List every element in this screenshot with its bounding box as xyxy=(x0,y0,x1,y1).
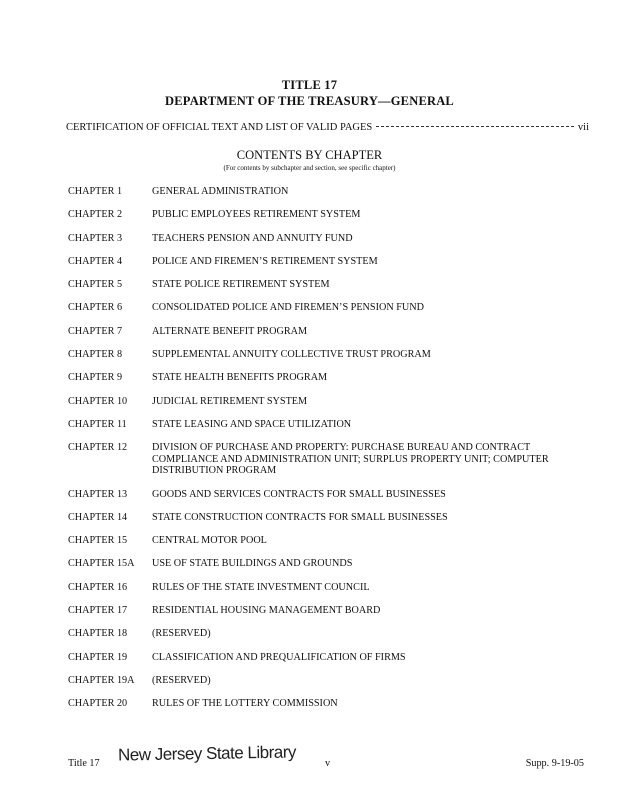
chapter-number: CHAPTER 16 xyxy=(68,581,128,593)
chapter-row xyxy=(68,302,588,314)
chapter-title: CONSOLIDATED POLICE AND FIREMEN’S PENSION FUND xyxy=(152,302,424,314)
chapter-number: CHAPTER 3 xyxy=(68,232,123,244)
chapter-title: GENERAL ADMINISTRATION xyxy=(152,186,289,197)
chapter-number: CHAPTER 20 xyxy=(68,698,128,710)
chapter-title: TEACHERS PENSION AND ANNUITY FUND xyxy=(152,232,353,244)
chapter-row xyxy=(68,512,588,524)
chapter-title: RULES OF THE STATE INVESTMENT COUNCIL xyxy=(152,581,370,593)
chapter-number: CHAPTER 7 xyxy=(68,325,123,337)
chapter-title: ALTERNATE BENEFIT PROGRAM xyxy=(152,325,308,337)
chapter-number: CHAPTER 12 xyxy=(68,442,128,454)
chapter-number: CHAPTER 19A xyxy=(68,674,135,686)
contents-note: (For contents by subchapter and section, see specific chapter) xyxy=(223,164,396,172)
certification-label: CERTIFICATION OF OFFICIAL TEXT AND LIST OF VALID PAGES xyxy=(66,122,373,133)
chapter-title: USE OF STATE BUILDINGS AND GROUNDS xyxy=(152,558,353,570)
chapter-row xyxy=(68,349,588,361)
chapter-row xyxy=(68,652,588,664)
chapter-number: CHAPTER 15A xyxy=(68,558,135,570)
chapter-row xyxy=(68,442,588,477)
chapter-row xyxy=(68,372,588,384)
chapter-number: CHAPTER 19 xyxy=(68,651,128,663)
chapter-row xyxy=(68,675,588,687)
chapter-row xyxy=(68,558,588,570)
chapter-title: PUBLIC EMPLOYEES RETIREMENT SYSTEM xyxy=(152,209,361,221)
certification-line xyxy=(66,122,589,133)
chapter-list xyxy=(68,186,588,722)
dotted-leader xyxy=(376,126,574,127)
chapter-row xyxy=(68,628,588,640)
chapter-number: CHAPTER 18 xyxy=(68,628,128,640)
chapter-row xyxy=(68,186,588,198)
chapter-title: DIVISION OF PURCHASE AND PROPERTY: PURCHASE BUREAU AND CONTRACT COMPLIANCE AND ADMINISTRATION UNIT; SURPLUS PROPERTY UNIT; COMPUTER DISTRIBUTION PROGRAM xyxy=(152,442,549,477)
library-stamp: New Jersey State Library xyxy=(117,742,297,765)
chapter-row xyxy=(68,489,588,501)
page-footer xyxy=(0,742,619,778)
chapter-title: POLICE AND FIREMEN’S RETIREMENT SYSTEM xyxy=(152,255,378,267)
chapter-title: STATE HEALTH BENEFITS PROGRAM xyxy=(152,372,328,384)
chapter-row xyxy=(68,279,588,291)
chapter-number: CHAPTER 8 xyxy=(68,349,123,361)
chapter-number: CHAPTER 10 xyxy=(68,395,128,407)
chapter-title: JUDICIAL RETIREMENT SYSTEM xyxy=(152,395,308,407)
chapter-number: CHAPTER 9 xyxy=(68,372,123,384)
chapter-title: (RESERVED) xyxy=(152,628,211,640)
chapter-title: (RESERVED) xyxy=(152,674,211,686)
chapter-number: CHAPTER 11 xyxy=(68,418,127,430)
chapter-row xyxy=(68,582,588,594)
chapter-number: CHAPTER 2 xyxy=(68,209,123,221)
chapter-row xyxy=(68,605,588,617)
chapter-number: CHAPTER 5 xyxy=(68,279,123,291)
chapter-number: CHAPTER 13 xyxy=(68,488,128,500)
chapter-row xyxy=(68,256,588,268)
chapter-row xyxy=(68,233,588,245)
chapter-title: GOODS AND SERVICES CONTRACTS FOR SMALL BUSINESSES xyxy=(152,488,446,500)
chapter-number: CHAPTER 6 xyxy=(68,302,123,314)
title-number: TITLE 17 xyxy=(281,78,338,92)
page-number: v xyxy=(325,758,331,769)
chapter-title: SUPPLEMENTAL ANNUITY COLLECTIVE TRUST PROGRAM xyxy=(152,349,431,361)
chapter-number: CHAPTER 14 xyxy=(68,511,128,523)
chapter-number: CHAPTER 1 xyxy=(68,186,123,197)
chapter-row xyxy=(68,698,588,710)
supplement-date: Supp. 9-19-05 xyxy=(525,758,584,769)
chapter-number: CHAPTER 4 xyxy=(68,255,123,267)
chapter-row xyxy=(68,535,588,547)
footer-title: Title 17 xyxy=(68,758,100,769)
chapter-number: CHAPTER 15 xyxy=(68,535,128,547)
chapter-row xyxy=(68,209,588,221)
chapter-title: STATE CONSTRUCTION CONTRACTS FOR SMALL BUSINESSES xyxy=(152,511,448,523)
chapter-title: RULES OF THE LOTTERY COMMISSION xyxy=(152,698,338,710)
title-department: DEPARTMENT OF THE TREASURY—GENERAL xyxy=(165,94,454,108)
chapter-row xyxy=(68,419,588,431)
contents-heading: CONTENTS BY CHAPTER xyxy=(236,148,383,162)
chapter-title: STATE POLICE RETIREMENT SYSTEM xyxy=(152,279,330,291)
chapter-title: CLASSIFICATION AND PREQUALIFICATION OF FIRMS xyxy=(152,651,406,663)
chapter-title: RESIDENTIAL HOUSING MANAGEMENT BOARD xyxy=(152,605,381,617)
chapter-row xyxy=(68,326,588,338)
chapter-title: STATE LEASING AND SPACE UTILIZATION xyxy=(152,418,352,430)
certification-page: vii xyxy=(577,122,589,133)
chapter-row xyxy=(68,396,588,408)
chapter-title: CENTRAL MOTOR POOL xyxy=(152,535,267,547)
chapter-number: CHAPTER 17 xyxy=(68,605,128,617)
